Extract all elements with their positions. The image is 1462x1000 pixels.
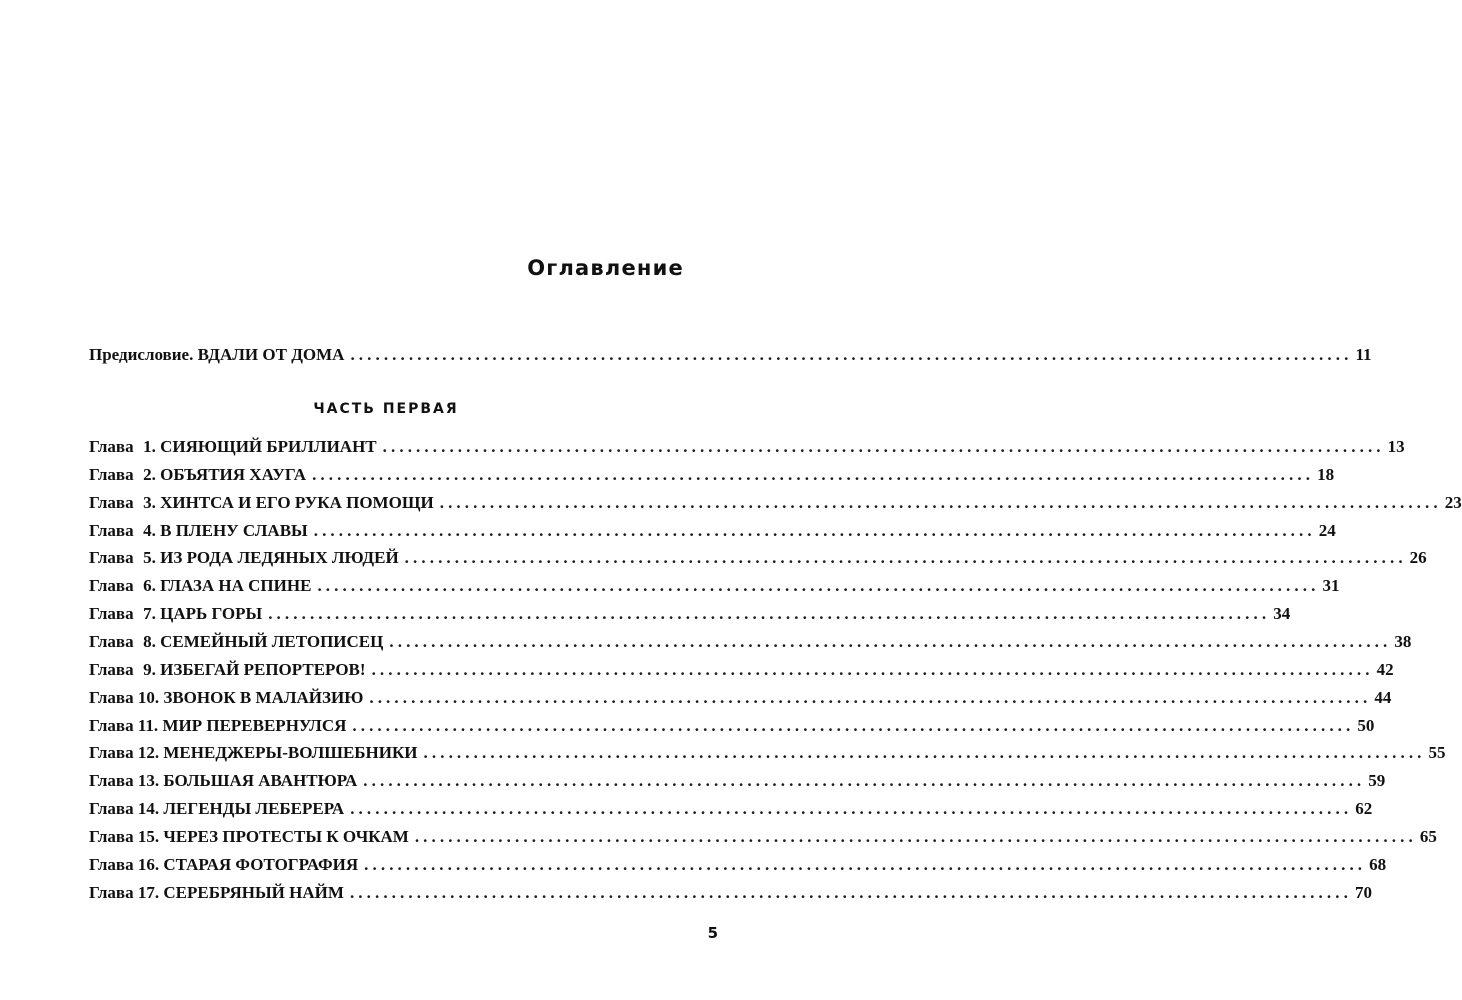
toc-entry-label bbox=[89, 716, 352, 736]
dot-leader: ........................................................................................................................ bbox=[423, 743, 1426, 763]
chapter-prefix: Глава bbox=[89, 715, 134, 735]
chapter-prefix: Глава bbox=[89, 687, 134, 707]
chapter-title: СЕМЕЙНЫЙ ЛЕТОПИСЕЦ bbox=[160, 632, 384, 651]
toc-entry-chapter[interactable] bbox=[89, 826, 1437, 849]
toc-entry-chapter[interactable] bbox=[89, 464, 1335, 487]
dot-leader: ........................................................................................................................ bbox=[313, 520, 1316, 540]
toc-entry-page: 24 bbox=[1318, 520, 1336, 540]
chapter-number: 1. bbox=[143, 437, 156, 456]
chapter-number: 2. bbox=[143, 464, 156, 484]
chapter-number: 15. bbox=[137, 826, 160, 846]
toc-entry-page: 42 bbox=[1376, 659, 1394, 679]
chapter-number: 16. bbox=[137, 854, 160, 874]
dot-leader: ........................................................................................................................ bbox=[414, 826, 1417, 846]
chapter-prefix: Глава bbox=[89, 743, 134, 763]
toc-entry-page: 62 bbox=[1355, 799, 1373, 818]
chapter-number: 17. bbox=[137, 882, 160, 902]
chapter-prefix: Глава bbox=[89, 854, 134, 874]
part-heading: ЧАСТЬ ПЕРВАЯ bbox=[313, 401, 459, 417]
toc-entry-page: 59 bbox=[1368, 771, 1386, 791]
chapter-title: ЛЕГЕНДЫ ЛЕБЕРЕРА bbox=[163, 799, 345, 818]
chapter-title: БОЛЬШАЯ АВАНТЮРА bbox=[163, 771, 358, 791]
dot-leader: ........................................................................................................................ bbox=[363, 771, 1366, 791]
chapter-title: ИЗБЕГАЙ РЕПОРТЕРОВ! bbox=[160, 659, 366, 679]
dot-leader: ........................................................................................................................ bbox=[352, 715, 1355, 735]
toc-entry-page: 38 bbox=[1394, 632, 1412, 651]
chapter-number: 6. bbox=[143, 576, 156, 596]
chapter-number: 4. bbox=[143, 520, 156, 540]
toc-entry-chapter[interactable] bbox=[89, 715, 1375, 738]
toc-entry-label bbox=[89, 465, 312, 485]
chapter-prefix: Глава bbox=[89, 464, 134, 484]
toc-entry-page: 70 bbox=[1354, 882, 1372, 902]
toc-entry-chapter[interactable] bbox=[89, 492, 1462, 515]
chapter-title: ЧЕРЕЗ ПРОТЕСТЫ К ОЧКАМ bbox=[163, 826, 409, 846]
toc-entry-label bbox=[89, 855, 364, 875]
toc-entry-label bbox=[89, 493, 440, 513]
chapter-prefix: Глава bbox=[89, 576, 134, 596]
dot-leader: ........................................................................................................................ bbox=[439, 492, 1442, 512]
toc-entry-chapter[interactable] bbox=[89, 659, 1394, 682]
chapter-title: ИЗ РОДА ЛЕДЯНЫХ ЛЮДЕЙ bbox=[160, 548, 399, 568]
chapter-prefix: Глава bbox=[89, 771, 134, 791]
page-title: Оглавление bbox=[527, 256, 684, 280]
toc-entry-chapter[interactable] bbox=[89, 882, 1372, 905]
toc-entry-preface[interactable] bbox=[89, 345, 1372, 367]
chapter-prefix: Глава bbox=[89, 520, 134, 540]
toc-entry-chapter[interactable] bbox=[89, 854, 1387, 877]
toc-entry-label: Предисловие. ВДАЛИ ОТ ДОМА bbox=[89, 345, 345, 364]
chapter-prefix: Глава bbox=[89, 548, 134, 568]
chapter-prefix: Глава bbox=[89, 882, 134, 902]
dot-leader: ........................................................................................................................ bbox=[312, 464, 1315, 484]
chapter-title: СЕРЕБРЯНЫЙ НАЙМ bbox=[163, 882, 344, 902]
chapter-prefix: Глава bbox=[89, 799, 134, 818]
toc-entry-chapter[interactable] bbox=[89, 604, 1291, 626]
chapter-title: ХИНТСА И ЕГО РУКА ПОМОЩИ bbox=[160, 492, 434, 512]
toc-entry-page: 34 bbox=[1273, 604, 1291, 624]
dot-leader: ........................................................................................................................ bbox=[389, 632, 1392, 651]
toc-entry-page: 13 bbox=[1387, 437, 1405, 456]
toc-entry-label bbox=[89, 660, 372, 680]
dot-leader: ........................................................................................................................ bbox=[268, 604, 1271, 624]
toc-entry-chapter[interactable] bbox=[89, 548, 1427, 570]
toc-entry-chapter[interactable] bbox=[89, 576, 1340, 598]
dot-leader: ........................................................................................................................ bbox=[364, 854, 1367, 874]
toc-entry-page: 18 bbox=[1317, 464, 1335, 484]
toc-entry-chapter[interactable] bbox=[89, 632, 1412, 654]
dot-leader: ........................................................................................................................ bbox=[371, 659, 1374, 679]
toc-entry-page: 50 bbox=[1357, 715, 1375, 735]
chapter-prefix: Глава bbox=[89, 659, 134, 679]
page-number: 5 bbox=[707, 924, 718, 942]
toc-entry-page: 31 bbox=[1322, 576, 1340, 596]
chapter-title: МЕНЕДЖЕРЫ-ВОЛШЕБНИКИ bbox=[163, 743, 418, 763]
chapter-title: ЦАРЬ ГОРЫ bbox=[160, 604, 263, 624]
dot-leader: ........................................................................................................................ bbox=[382, 437, 1385, 456]
toc-entry-chapter[interactable] bbox=[89, 687, 1392, 710]
chapter-number: 12. bbox=[137, 743, 160, 763]
toc-entry-label bbox=[89, 521, 314, 541]
chapter-number: 8. bbox=[143, 632, 156, 651]
toc-entry-page: 55 bbox=[1428, 743, 1446, 763]
toc-entry-label bbox=[89, 827, 415, 847]
toc-entry-chapter[interactable] bbox=[89, 743, 1446, 765]
toc-entry-label bbox=[89, 632, 389, 652]
toc-entry-label bbox=[89, 437, 383, 457]
chapter-number: 11. bbox=[137, 715, 159, 735]
toc-entry-label bbox=[89, 548, 405, 568]
chapter-title: МИР ПЕРЕВЕРНУЛСЯ bbox=[162, 715, 347, 735]
toc-entry-label bbox=[89, 771, 363, 791]
toc-entry-page: 11 bbox=[1355, 345, 1372, 364]
toc-entry-page: 23 bbox=[1444, 492, 1462, 512]
chapter-number: 9. bbox=[143, 659, 156, 679]
chapter-number: 7. bbox=[143, 604, 156, 624]
dot-leader: ........................................................................................................................ bbox=[350, 799, 1353, 818]
chapter-prefix: Глава bbox=[89, 632, 134, 651]
chapter-prefix: Глава bbox=[89, 826, 134, 846]
toc-entry-label bbox=[89, 604, 268, 624]
chapter-number: 14. bbox=[137, 799, 160, 818]
toc-entry-chapter[interactable] bbox=[89, 771, 1386, 793]
toc-entry-page: 65 bbox=[1419, 826, 1437, 846]
toc-entry-chapter[interactable] bbox=[89, 437, 1405, 459]
dot-leader: ........................................................................................................................ bbox=[369, 687, 1372, 707]
chapter-title: ОБЪЯТИЯ ХАУГА bbox=[160, 464, 307, 484]
toc-entry-label bbox=[89, 688, 369, 708]
chapter-title: СИЯЮЩИЙ БРИЛЛИАНТ bbox=[160, 437, 377, 456]
toc-entry-page: 44 bbox=[1374, 687, 1392, 707]
chapter-number: 5. bbox=[143, 548, 156, 568]
chapter-prefix: Глава bbox=[89, 437, 134, 456]
toc-entry-chapter[interactable] bbox=[89, 799, 1373, 821]
toc-entry-label bbox=[89, 883, 350, 903]
toc-entry-label bbox=[89, 743, 424, 763]
dot-leader: ........................................................................................................................ bbox=[404, 548, 1407, 568]
chapter-title: В ПЛЕНУ СЛАВЫ bbox=[160, 520, 308, 540]
dot-leader: ........................................................................................................................ bbox=[349, 882, 1352, 902]
chapter-title: ЗВОНОК В МАЛАЙЗИЮ bbox=[163, 687, 364, 707]
toc-entry-page: 68 bbox=[1369, 854, 1387, 874]
toc-entry-chapter[interactable] bbox=[89, 520, 1336, 543]
chapter-title: СТАРАЯ ФОТОГРАФИЯ bbox=[163, 854, 359, 874]
chapter-prefix: Глава bbox=[89, 604, 134, 624]
chapter-number: 10. bbox=[137, 687, 160, 707]
toc-entry-label bbox=[89, 799, 350, 819]
dot-leader: ........................................................................................................................ bbox=[317, 576, 1320, 596]
chapter-number: 3. bbox=[143, 492, 156, 512]
chapter-title: ГЛАЗА НА СПИНЕ bbox=[160, 576, 312, 596]
dot-leader: ........................................................................................................................ bbox=[350, 345, 1353, 364]
chapter-number: 13. bbox=[137, 771, 160, 791]
toc-entry-label bbox=[89, 576, 317, 596]
toc-entry-page: 26 bbox=[1409, 548, 1427, 568]
chapter-prefix: Глава bbox=[89, 492, 134, 512]
